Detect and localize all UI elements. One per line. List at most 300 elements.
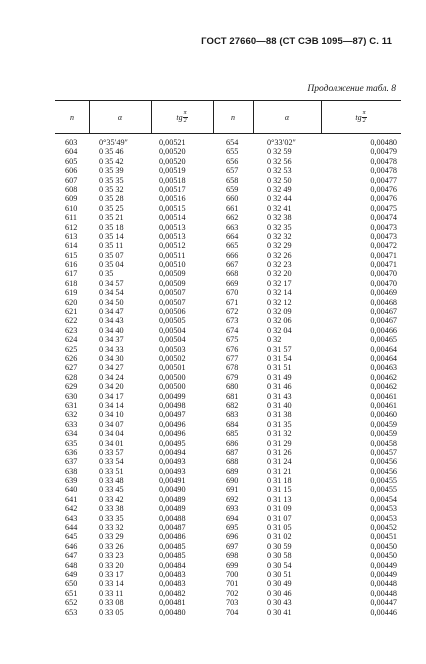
table-row: [55, 363, 401, 372]
cell-tg-right: 0,00473: [370, 231, 397, 241]
cell-tg-left: 0,00499: [159, 391, 186, 401]
cell-alpha-left: 0 35 39: [99, 166, 124, 176]
cell-tg-right: 0,00451: [370, 532, 397, 542]
cell-n-right: 690: [226, 476, 239, 486]
cell-alpha-left: 0 35 18: [99, 222, 124, 232]
cell-alpha-left: 0 34 04: [99, 429, 124, 439]
cell-alpha-right: 0 31 54: [267, 353, 292, 363]
cell-alpha-right: 0 30 43: [267, 598, 292, 608]
cell-tg-right: 0,00474: [370, 213, 397, 223]
cell-tg-left: 0,00498: [159, 400, 186, 410]
cell-alpha-right: 0 32 44: [267, 194, 292, 204]
cell-alpha-left: 0 35 04: [99, 260, 124, 270]
cell-n-left: 650: [65, 579, 78, 589]
cell-alpha-right: 0 32 50: [267, 175, 292, 185]
cell-alpha-right: 0 30 41: [267, 607, 292, 617]
cell-tg-left: 0,00485: [159, 541, 186, 551]
column-header-n-right: n: [231, 112, 235, 122]
cell-tg-right: 0,00473: [370, 222, 397, 232]
cell-alpha-left: 0 33 14: [99, 579, 124, 589]
column-header-tg-left: [151, 101, 213, 133]
cell-n-right: 665: [226, 241, 239, 251]
cell-tg-left: 0,00490: [159, 485, 186, 495]
table-row: [55, 223, 401, 232]
cell-alpha-right: 0 32 09: [267, 307, 292, 317]
cell-alpha-right: 0 31 51: [267, 363, 292, 373]
cell-alpha-left: 0 34 54: [99, 288, 124, 298]
cell-alpha-right: 0 32 12: [267, 297, 292, 307]
table-row: [55, 382, 401, 391]
fraction-alpha-over-2: [362, 110, 367, 125]
table-row: [55, 279, 401, 288]
cell-alpha-right: 0 31 13: [267, 494, 292, 504]
cell-tg-right: 0,00450: [370, 541, 397, 551]
cell-n-left: 639: [65, 476, 78, 486]
cell-alpha-right: 0 32 06: [267, 316, 292, 326]
cell-tg-right: 0,00468: [370, 297, 397, 307]
cell-tg-right: 0,00480: [370, 138, 397, 147]
table-row: [55, 476, 401, 485]
cell-alpha-left: 0 33 48: [99, 476, 124, 486]
table-row: [55, 298, 401, 307]
table-row: [55, 420, 401, 429]
table-row: [55, 504, 401, 513]
table-continuation-caption: Продолжение табл. 8: [307, 84, 396, 94]
column-header-alpha-right: α: [284, 112, 290, 122]
cell-tg-left: 0,00509: [159, 269, 186, 279]
cell-n-left: 610: [65, 203, 78, 213]
column-header-alpha-left: α: [117, 112, 123, 122]
cell-alpha-left: 0 34 47: [99, 307, 124, 317]
cell-alpha-left: 0 33 32: [99, 523, 124, 533]
table-row: [55, 288, 401, 297]
cell-alpha-left: 0 33 57: [99, 447, 124, 457]
cell-n-left: 638: [65, 466, 78, 476]
cell-n-left: 630: [65, 391, 78, 401]
cell-alpha-left: 0 33 23: [99, 551, 124, 561]
cell-alpha-left: 0 33 42: [99, 494, 124, 504]
table-row: [55, 176, 401, 185]
cell-alpha-right: 0 31 18: [267, 476, 292, 486]
cell-n-right: 664: [226, 231, 239, 241]
cell-n-right: 662: [226, 213, 239, 223]
cell-tg-left: 0,00509: [159, 278, 186, 288]
cell-alpha-right: 0 32 56: [267, 156, 292, 166]
cell-alpha-left: 0 33 08: [99, 598, 124, 608]
table-row: [55, 579, 401, 588]
cell-tg-left: 0,00504: [159, 335, 186, 345]
cell-alpha-right: 0 31 49: [267, 372, 292, 382]
cell-alpha-right: 0 32 38: [267, 213, 292, 223]
cell-tg-left: 0,00489: [159, 494, 186, 504]
cell-tg-left: 0,00506: [159, 307, 186, 317]
cell-tg-right: 0,00450: [370, 551, 397, 561]
cell-n-left: 644: [65, 523, 78, 533]
cell-n-right: 701: [226, 579, 239, 589]
data-table: [55, 100, 401, 617]
cell-alpha-left: 0 35 35: [99, 175, 124, 185]
table-row: [55, 457, 401, 466]
table-row: [55, 485, 401, 494]
cell-n-right: 678: [226, 363, 239, 373]
cell-n-right: 663: [226, 222, 239, 232]
cell-n-right: 654: [226, 138, 239, 147]
cell-alpha-right: 0 31 09: [267, 504, 292, 514]
table-row: [55, 561, 401, 570]
cell-alpha-left: 0 33 54: [99, 457, 124, 467]
table-row: [55, 523, 401, 532]
cell-alpha-right: 0 32 04: [267, 325, 292, 335]
cell-alpha-right: 0 32 49: [267, 184, 292, 194]
cell-alpha-left: 0 34 10: [99, 410, 124, 420]
cell-n-right: 656: [226, 156, 239, 166]
cell-alpha-left: 0 34 57: [99, 278, 124, 288]
table-row: [55, 467, 401, 476]
cell-n-left: 633: [65, 419, 78, 429]
cell-tg-left: 0,00486: [159, 532, 186, 542]
cell-n-right: 667: [226, 260, 239, 270]
cell-alpha-right: 0 32 23: [267, 260, 292, 270]
cell-alpha-left: 0 35 46: [99, 147, 124, 157]
cell-n-left: 652: [65, 598, 78, 608]
table-body: [55, 134, 401, 617]
cell-n-right: 697: [226, 541, 239, 551]
cell-n-right: 695: [226, 523, 239, 533]
cell-tg-right: 0,00448: [370, 579, 397, 589]
cell-tg-left: 0,00483: [159, 569, 186, 579]
table-row: [55, 316, 401, 325]
cell-alpha-left: 0 34 14: [99, 400, 124, 410]
cell-alpha-left: 0 35 32: [99, 184, 124, 194]
cell-n-right: 684: [226, 419, 239, 429]
table-row: [55, 354, 401, 363]
cell-n-right: 677: [226, 353, 239, 363]
cell-tg-left: 0,00496: [159, 429, 186, 439]
cell-n-left: 612: [65, 222, 78, 232]
cell-n-right: 675: [226, 335, 239, 345]
cell-tg-left: 0,00493: [159, 466, 186, 476]
page-header: ГОСТ 27660—88 (СТ СЭВ 1095—87) С. 11: [201, 36, 392, 47]
table-row: [55, 410, 401, 419]
cell-n-right: 672: [226, 307, 239, 317]
cell-n-left: 605: [65, 156, 78, 166]
tg-label: tg: [176, 112, 183, 122]
cell-tg-right: 0,00470: [370, 269, 397, 279]
cell-tg-left: 0,00484: [159, 560, 186, 570]
cell-n-right: 676: [226, 344, 239, 354]
cell-n-right: 693: [226, 504, 239, 514]
cell-alpha-left: 0 34 07: [99, 419, 124, 429]
cell-n-left: 649: [65, 569, 78, 579]
cell-tg-left: 0,00480: [159, 607, 186, 617]
cell-n-left: 622: [65, 316, 78, 326]
cell-alpha-left: 0 33 26: [99, 541, 124, 551]
table-row: [55, 589, 401, 598]
table-row: [55, 439, 401, 448]
cell-alpha-right: 0 30 58: [267, 551, 292, 561]
cell-tg-right: 0,00456: [370, 457, 397, 467]
cell-alpha-right: 0 31 43: [267, 391, 292, 401]
cell-alpha-left: 0 35 28: [99, 194, 124, 204]
cell-n-right: 666: [226, 250, 239, 260]
cell-n-left: 604: [65, 147, 78, 157]
cell-n-left: 635: [65, 438, 78, 448]
cell-alpha-right: 0 32 32: [267, 231, 292, 241]
cell-tg-right: 0,00477: [370, 175, 397, 185]
cell-tg-left: 0,00502: [159, 353, 186, 363]
table-row: [55, 204, 401, 213]
cell-n-left: 616: [65, 260, 78, 270]
cell-alpha-right: 0 31 35: [267, 419, 292, 429]
cell-tg-right: 0,00469: [370, 288, 397, 298]
cell-n-left: 643: [65, 513, 78, 523]
cell-n-left: 609: [65, 194, 78, 204]
cell-tg-right: 0,00467: [370, 316, 397, 326]
cell-alpha-left: 0 33 11: [99, 588, 124, 598]
cell-tg-right: 0,00462: [370, 382, 397, 392]
cell-n-right: 694: [226, 513, 239, 523]
cell-alpha-right: 0 31 05: [267, 523, 292, 533]
cell-n-right: 683: [226, 410, 239, 420]
cell-tg-left: 0,00485: [159, 551, 186, 561]
cell-tg-right: 0,00467: [370, 307, 397, 317]
cell-tg-left: 0,00489: [159, 504, 186, 514]
table-row: [55, 232, 401, 241]
cell-n-left: 628: [65, 372, 78, 382]
cell-n-right: 699: [226, 560, 239, 570]
cell-tg-right: 0,00448: [370, 588, 397, 598]
cell-alpha-left: 0 35 07: [99, 250, 124, 260]
cell-tg-right: 0,00463: [370, 363, 397, 373]
cell-n-right: 689: [226, 466, 239, 476]
table-row: [55, 373, 401, 382]
cell-tg-right: 0,00461: [370, 391, 397, 401]
table-row: [55, 392, 401, 401]
cell-tg-right: 0,00446: [370, 607, 397, 617]
cell-alpha-right: 0 31 24: [267, 457, 292, 467]
table-row: [55, 269, 401, 278]
cell-alpha-left: 0 35 42: [99, 156, 124, 166]
cell-n-left: 646: [65, 541, 78, 551]
cell-alpha-left: 0 34 33: [99, 344, 124, 354]
cell-alpha-right: 0 32 53: [267, 166, 292, 176]
cell-alpha-left: 0 33 20: [99, 560, 124, 570]
cell-tg-left: 0,00503: [159, 344, 186, 354]
cell-n-right: 698: [226, 551, 239, 561]
cell-n-right: 688: [226, 457, 239, 467]
cell-alpha-right: 0 31 15: [267, 485, 292, 495]
cell-n-right: 680: [226, 382, 239, 392]
fraction-numerator: π: [183, 109, 187, 116]
cell-tg-right: 0,00458: [370, 438, 397, 448]
fraction-numerator: π: [362, 109, 366, 116]
cell-tg-right: 0,00471: [370, 260, 397, 270]
cell-alpha-right: 0 31 32: [267, 429, 292, 439]
table-row: [55, 401, 401, 410]
cell-n-left: 648: [65, 560, 78, 570]
cell-tg-left: 0,00500: [159, 382, 186, 392]
cell-tg-right: 0,00452: [370, 523, 397, 533]
fraction-alpha-over-2: [183, 110, 188, 125]
cell-n-left: 634: [65, 429, 78, 439]
cell-n-right: 682: [226, 400, 239, 410]
cell-n-right: 696: [226, 532, 239, 542]
table-row: [55, 542, 401, 551]
cell-alpha-left: 0 33 51: [99, 466, 124, 476]
table-row: [55, 429, 401, 438]
cell-alpha-right: 0 30 59: [267, 541, 292, 551]
cell-alpha-right: 0 32 41: [267, 203, 292, 213]
cell-tg-right: 0,00478: [370, 156, 397, 166]
table-row: [55, 335, 401, 344]
cell-tg-left: 0,00507: [159, 288, 186, 298]
table-row: [55, 194, 401, 203]
table-header: [55, 100, 401, 134]
cell-n-left: 629: [65, 382, 78, 392]
cell-tg-left: 0,00481: [159, 598, 186, 608]
cell-n-right: 681: [226, 391, 239, 401]
cell-tg-left: 0,00513: [159, 231, 186, 241]
cell-n-left: 617: [65, 269, 78, 279]
cell-tg-right: 0,00466: [370, 325, 397, 335]
cell-n-left: 626: [65, 353, 78, 363]
cell-n-right: 669: [226, 278, 239, 288]
cell-n-right: 700: [226, 569, 239, 579]
cell-tg-left: 0,00520: [159, 156, 186, 166]
cell-alpha-right: 0 31 29: [267, 438, 292, 448]
table-row: [55, 448, 401, 457]
cell-tg-right: 0,00475: [370, 203, 397, 213]
cell-tg-left: 0,00491: [159, 476, 186, 486]
cell-alpha-right: 0 32 59: [267, 147, 292, 157]
cell-alpha-right: 0 32 26: [267, 250, 292, 260]
cell-tg-right: 0,00462: [370, 372, 397, 382]
table-row: [55, 551, 401, 560]
cell-tg-right: 0,00476: [370, 194, 397, 204]
cell-tg-right: 0,00459: [370, 429, 397, 439]
cell-tg-right: 0,00472: [370, 241, 397, 251]
cell-alpha-right: 0 31 46: [267, 382, 292, 392]
cell-alpha-left: 0°35′49″: [99, 138, 128, 147]
cell-tg-right: 0,00479: [370, 147, 397, 157]
cell-alpha-right: 0 32: [267, 335, 282, 345]
table-row: [55, 570, 401, 579]
cell-tg-left: 0,00488: [159, 513, 186, 523]
cell-alpha-right: 0 30 46: [267, 588, 292, 598]
cell-alpha-right: 0 30 49: [267, 579, 292, 589]
cell-n-left: 619: [65, 288, 78, 298]
cell-tg-left: 0,00500: [159, 372, 186, 382]
cell-n-right: 673: [226, 316, 239, 326]
cell-alpha-left: 0 34 17: [99, 391, 124, 401]
cell-alpha-left: 0 34 01: [99, 438, 124, 448]
cell-tg-right: 0,00457: [370, 447, 397, 457]
cell-n-right: 661: [226, 203, 239, 213]
cell-n-right: 687: [226, 447, 239, 457]
cell-alpha-left: 0 35 21: [99, 213, 124, 223]
cell-alpha-left: 0 35 11: [99, 241, 124, 251]
cell-n-left: 641: [65, 494, 78, 504]
cell-n-left: 632: [65, 410, 78, 420]
cell-tg-right: 0,00461: [370, 400, 397, 410]
tg-label: tg: [355, 112, 362, 122]
cell-tg-left: 0,00518: [159, 175, 186, 185]
table-row: [55, 241, 401, 250]
cell-alpha-left: 0 33 05: [99, 607, 124, 617]
cell-n-left: 637: [65, 457, 78, 467]
cell-tg-right: 0,00476: [370, 184, 397, 194]
cell-n-left: 608: [65, 184, 78, 194]
cell-tg-right: 0,00470: [370, 278, 397, 288]
cell-alpha-left: 0 34 40: [99, 325, 124, 335]
cell-n-right: 691: [226, 485, 239, 495]
cell-alpha-left: 0 34 30: [99, 353, 124, 363]
cell-n-right: 668: [226, 269, 239, 279]
cell-tg-left: 0,00487: [159, 523, 186, 533]
table-row: [55, 147, 401, 156]
table-row: [55, 260, 401, 269]
table-row: [55, 185, 401, 194]
cell-n-left: 653: [65, 607, 78, 617]
cell-tg-right: 0,00459: [370, 419, 397, 429]
cell-tg-left: 0,00515: [159, 203, 186, 213]
cell-alpha-left: 0 35 25: [99, 203, 124, 213]
cell-tg-left: 0,00482: [159, 588, 186, 598]
cell-tg-left: 0,00516: [159, 194, 186, 204]
cell-tg-left: 0,00517: [159, 184, 186, 194]
cell-alpha-right: 0 30 54: [267, 560, 292, 570]
table-row: [55, 213, 401, 222]
cell-n-right: 660: [226, 194, 239, 204]
cell-n-right: 679: [226, 372, 239, 382]
cell-alpha-left: 0 33 35: [99, 513, 124, 523]
cell-n-right: 659: [226, 184, 239, 194]
fraction-denominator: 2: [362, 117, 366, 124]
cell-tg-left: 0,00493: [159, 457, 186, 467]
cell-tg-left: 0,00494: [159, 447, 186, 457]
fraction-denominator: 2: [183, 117, 187, 124]
cell-tg-right: 0,00471: [370, 250, 397, 260]
cell-n-right: 704: [226, 607, 239, 617]
table-row: [55, 608, 401, 617]
cell-tg-left: 0,00507: [159, 297, 186, 307]
cell-n-left: 642: [65, 504, 78, 514]
column-header-tg-right: [321, 101, 401, 133]
cell-n-left: 647: [65, 551, 78, 561]
cell-tg-left: 0,00505: [159, 316, 186, 326]
cell-n-left: 611: [65, 213, 77, 223]
cell-alpha-left: 0 33 38: [99, 504, 124, 514]
cell-tg-right: 0,00460: [370, 410, 397, 420]
cell-n-right: 658: [226, 175, 239, 185]
cell-tg-right: 0,00449: [370, 569, 397, 579]
cell-n-left: 614: [65, 241, 78, 251]
cell-n-left: 613: [65, 231, 78, 241]
cell-n-left: 636: [65, 447, 78, 457]
cell-n-right: 674: [226, 325, 239, 335]
cell-n-right: 692: [226, 494, 239, 504]
cell-n-right: 657: [226, 166, 239, 176]
cell-n-left: 607: [65, 175, 78, 185]
cell-alpha-left: 0 34 20: [99, 382, 124, 392]
cell-n-right: 671: [226, 297, 239, 307]
table-row: [55, 514, 401, 523]
cell-alpha-left: 0 34 37: [99, 335, 124, 345]
cell-alpha-right: 0 31 38: [267, 410, 292, 420]
cell-alpha-right: 0 31 26: [267, 447, 292, 457]
table-row: [55, 495, 401, 504]
cell-n-right: 702: [226, 588, 239, 598]
